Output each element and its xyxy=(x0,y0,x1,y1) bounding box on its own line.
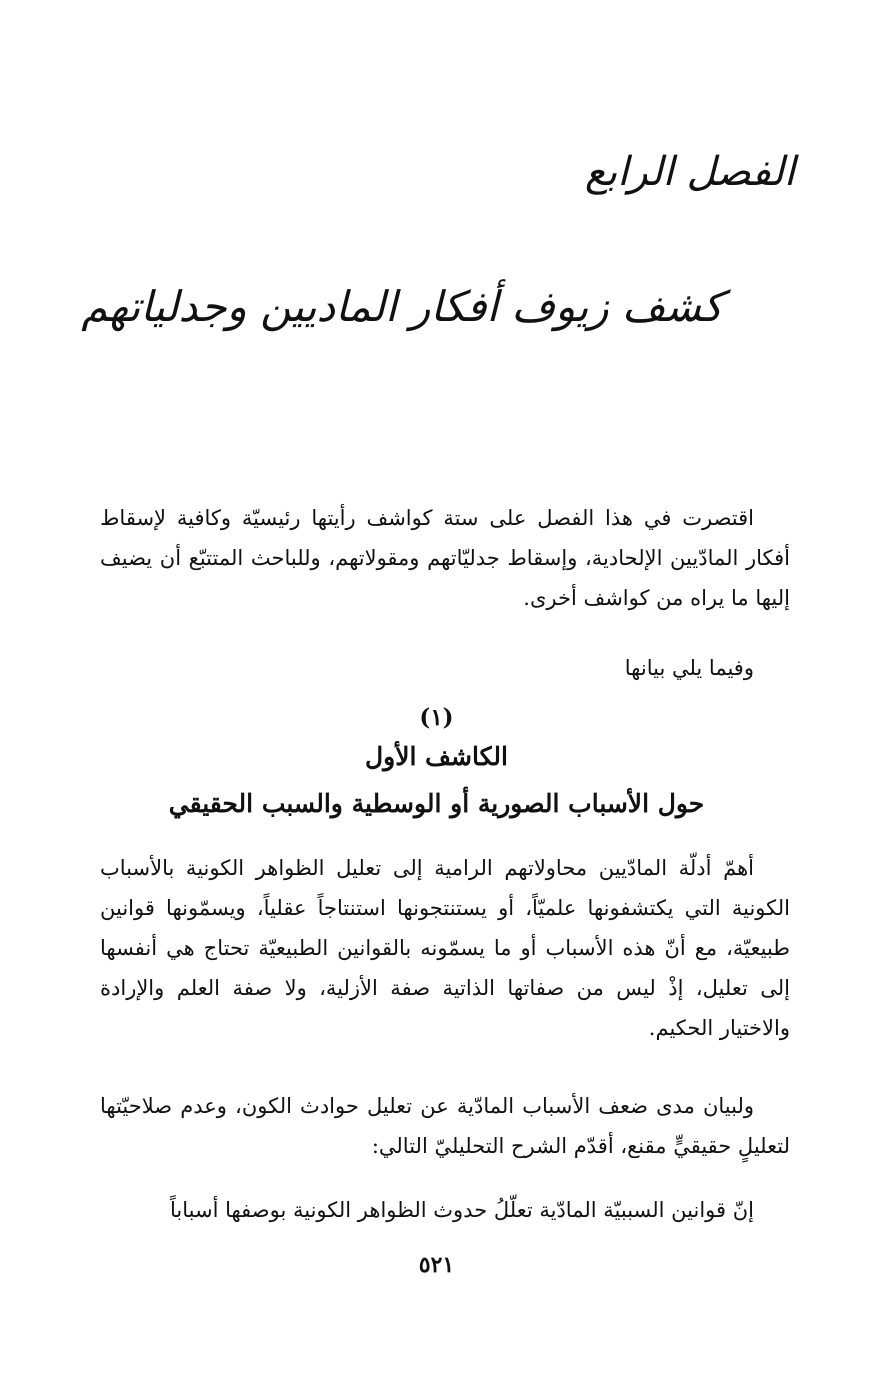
chapter-label: الفصل الرابع xyxy=(584,149,795,195)
body-paragraph-1: أهمّ أدلّة المادّيين محاولاتهم الرامية إلى تعليل الظواهر الكونية بالأسباب الكونية التي يكتشفونها علميّاً، أو يستنتجونها استنتاجاً عقلياً، ويسمّونها قوانين طبيعيّة، مع أنّ هذه الأسباب أو ما يسمّونه بالقوانين الطبيعيّة تحتاج هي أنفسها إلى تعليل، إذْ ليس من صفاتها الذاتية صفة الأزلية، ولا صفة العلم والإرادة والاختيار الحكيم. xyxy=(100,856,790,1040)
section-number: (١) xyxy=(419,704,454,731)
body-paragraph-1-block xyxy=(100,848,790,1048)
intro-section xyxy=(100,498,790,618)
chapter-title: كشف زيوف أفكار الماديين وجدلياتهم xyxy=(81,282,723,331)
page-number: ٥٢١ xyxy=(418,1252,455,1278)
section-subtitle: حول الأسباب الصورية أو الوسطية والسبب الحقيقي xyxy=(168,789,705,818)
intro-paragraph: اقتصرت في هذا الفصل على ستة كواشف رأيتها رئيسيّة وكافية لإسقاط أفكار المادّيين الإلحادية، وإسقاط جدليّاتهم ومقولاتهم، وللباحث المتتبّع أن يضيف إليها ما يراه من كواشف أخرى. xyxy=(100,506,790,610)
body-paragraph-3-block xyxy=(100,1190,790,1230)
section-title: الكاشف الأول xyxy=(365,742,508,771)
body-paragraph-3: إنّ قوانين السببيّة المادّية تعلّلُ حدوث الظواهر الكونية بوصفها أسباباً xyxy=(170,1198,754,1222)
body-paragraph-2: ولبيان مدى ضعف الأسباب المادّية عن تعليل حوادث الكون، وعدم صلاحيّتها لتعليلٍ حقيقيٍّ مقنع، أقدّم الشرح التحليليّ التالي: xyxy=(100,1094,790,1158)
intro-followup: وفيما يلي بيانها xyxy=(624,656,754,680)
body-paragraph-2-block xyxy=(100,1086,790,1166)
